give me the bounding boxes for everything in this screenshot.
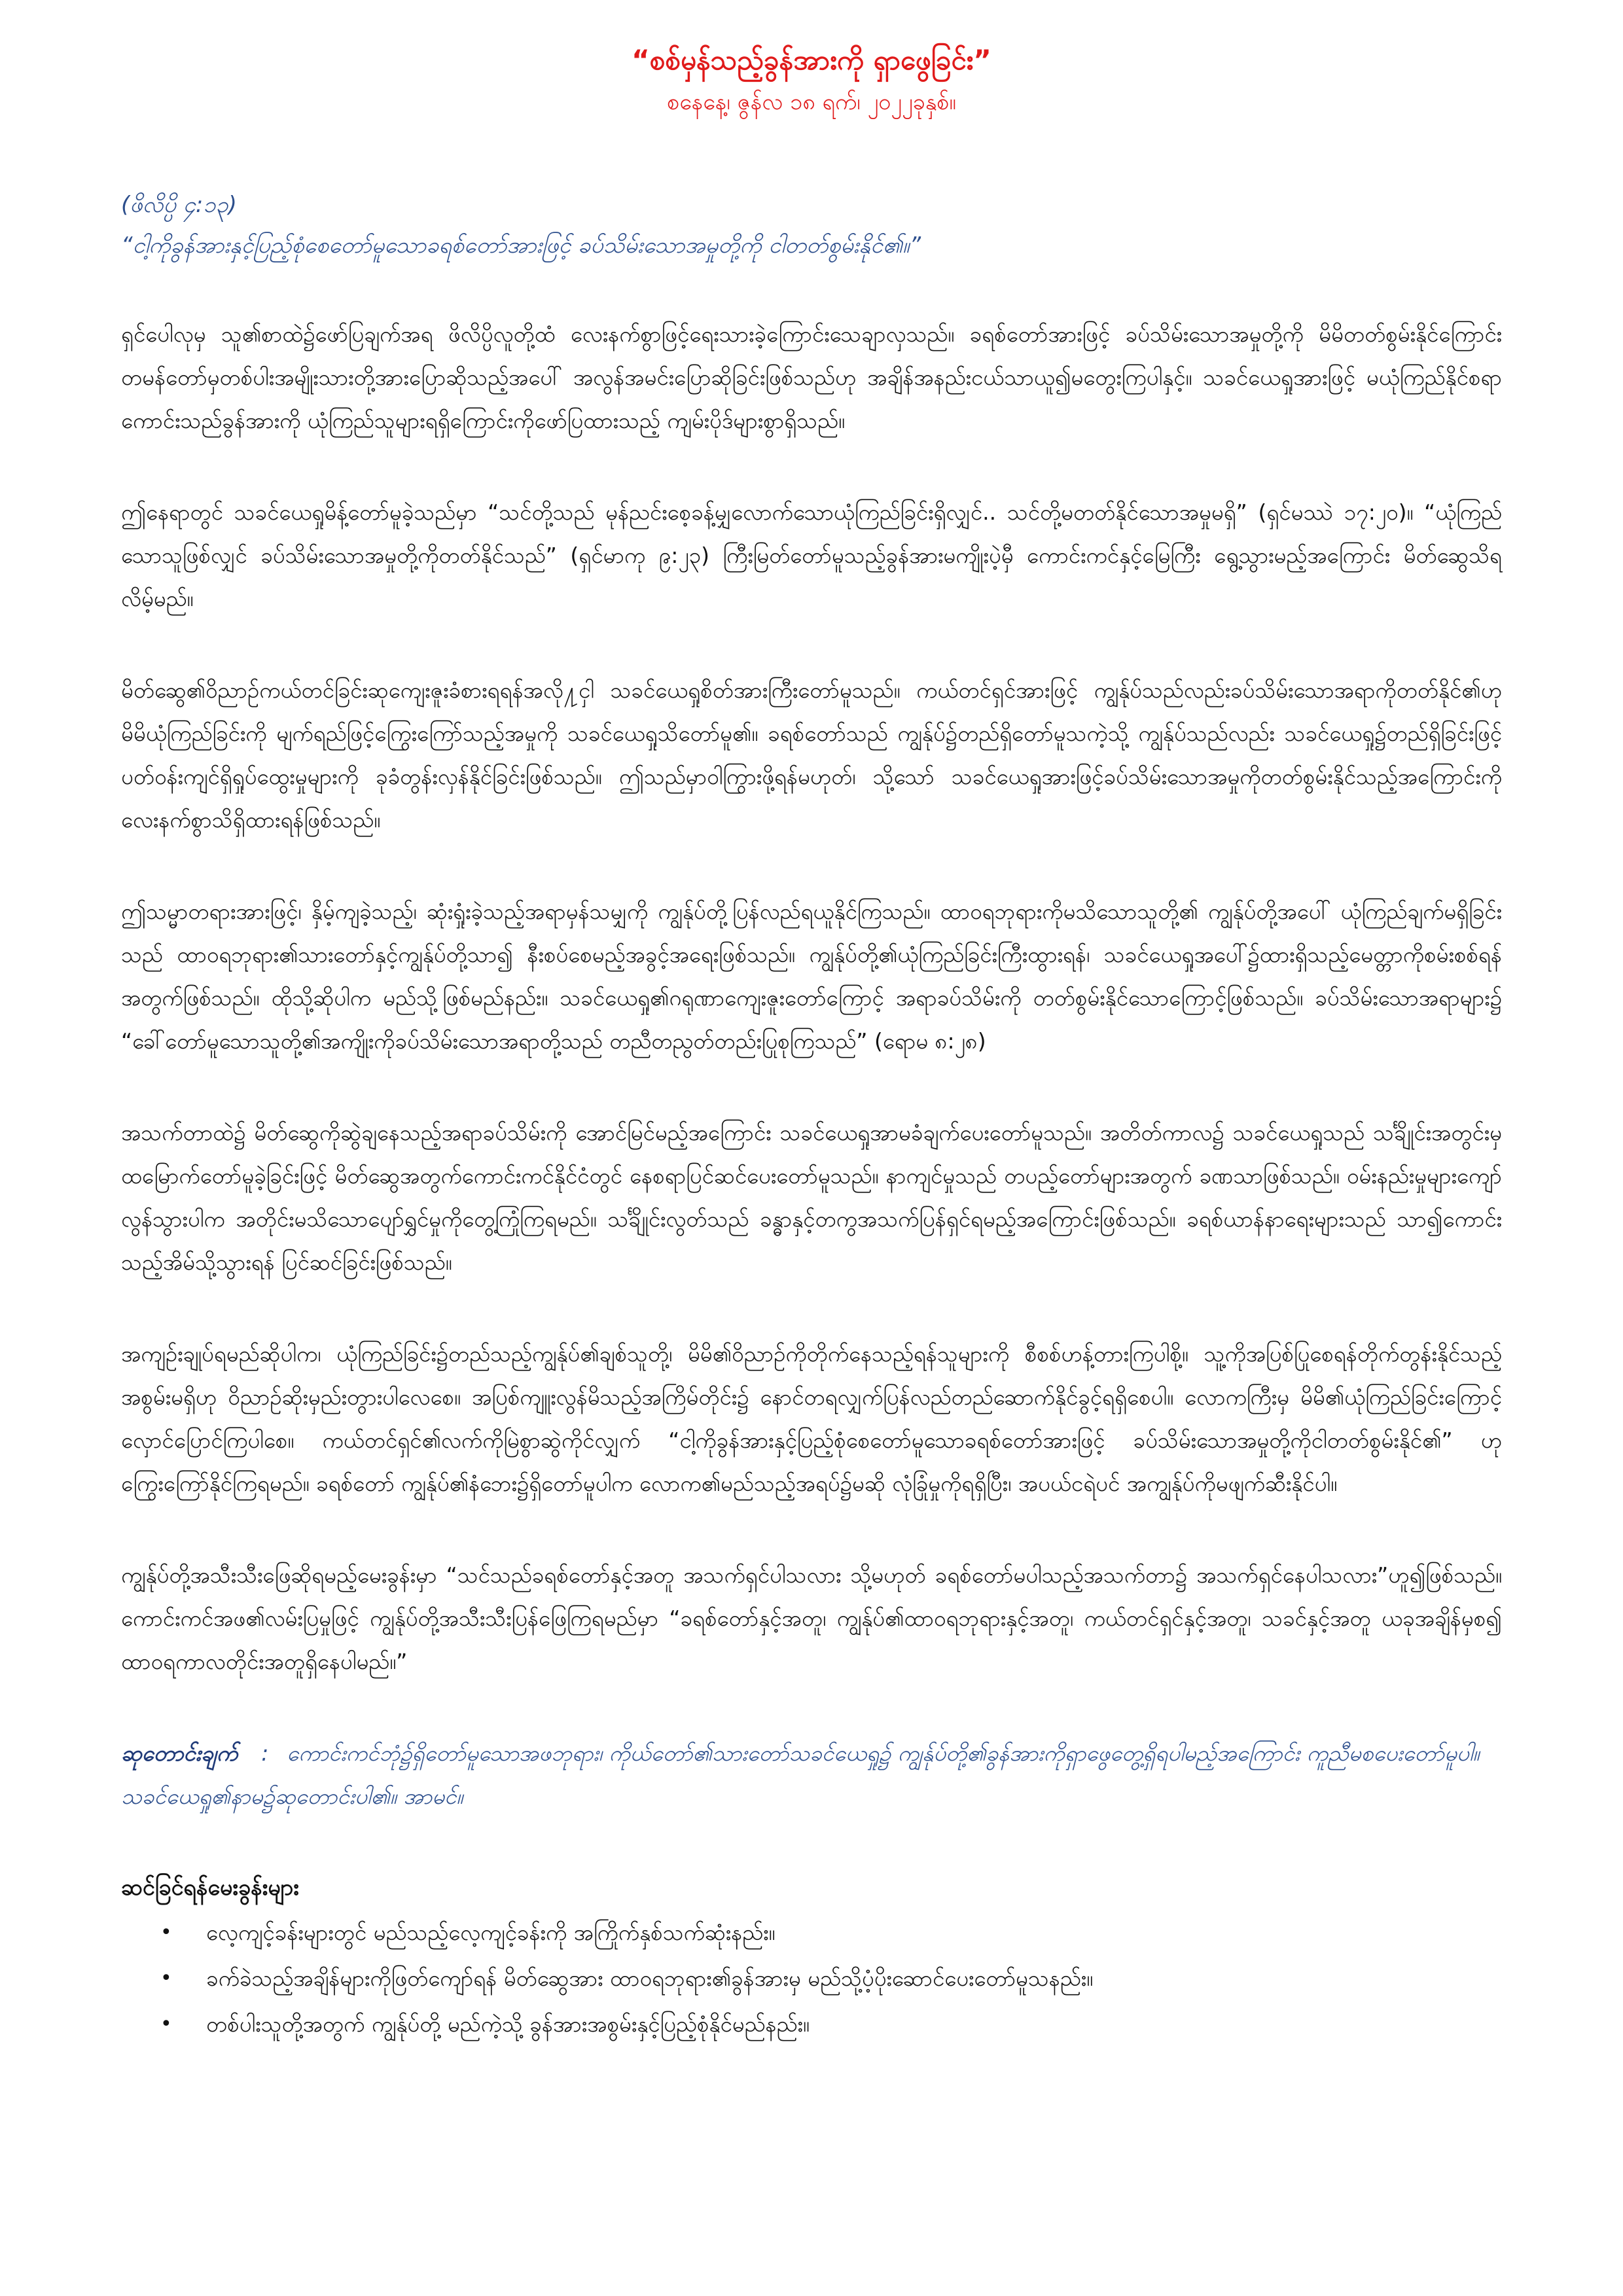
list-item <box>160 1910 1502 1956</box>
prayer-label: ဆုတောင်းချက် <box>121 1740 238 1766</box>
list-item <box>160 1956 1502 2001</box>
key-verse <box>121 185 1502 266</box>
question-text: လေ့ကျင့်ခန်းများတွင် မည်သည့်လေ့ကျင့်ခန်းကို အကြိုက်နှစ်သက်ဆုံးနည်း။ <box>206 1920 776 1945</box>
verse-text: “ငါ့ကိုခွန်အားနှင့်ပြည့်စုံစေတော်မူသောခရစ်တော်အားဖြင့် ခပ်သိမ်းသောအမှုတို့ကို ငါတတ်စွမ်းနိုင်၏။” <box>121 232 921 259</box>
questions-heading: ဆင်ခြင်ရန်မေးခွန်းများ <box>121 1874 299 1901</box>
body-paragraph-2: ဤနေရာတွင် သခင်ယေရှုမိန့်တော်မူခဲ့သည်မှာ “သင်တို့သည် မုန်ညင်းစေ့ခန့်မျှလောက်သောယုံကြည်ခြင်းရှိလျှင်.. သင်တို့မတတ်နိုင်သောအမှုမရှိ” (ရှင်မဿဲ ၁၇:၂၀)။ “ယုံကြည်သောသူဖြစ်လျှင် ခပ်သိမ်းသောအမှုတို့ကိုတတ်နိုင်သည်” (ရှင်မာကု ၉:၂၃) ကြီးမြတ်တော်မူသည့်ခွန်အားမကျိုးပဲ့မှီ ကောင်းကင်နှင့်မြေကြီး ရွေ့သွားမည့်အကြောင်း မိတ်ဆွေသိရလိမ့်မည်။ <box>121 499 1502 611</box>
list-item <box>160 2001 1502 2047</box>
reflection-questions <box>121 1867 1502 2047</box>
body-paragraph-1: ရှင်ပေါလုမှ သူ၏စာထဲ၌ဖော်ပြချက်အရ ဖိလိပ္ပိလူတို့ထံ လေးနက်စွာဖြင့်ရေးသားခဲ့ကြောင်းသေချာလှသည်။ ခရစ်တော်အားဖြင့် ခပ်သိမ်းသောအမှုတို့ကို မိမိတတ်စွမ်းနိုင်ကြောင်း တမန်တော်မှတစ်ပါးအမျိုးသားတို့အားပြောဆိုသည့်အပေါ် အလွန်အမင်းပြောဆိုခြင်းဖြစ်သည်ဟု အချိန်အနည်းငယ်သာယူ၍မတွေးကြပါနှင့်။ သခင်ယေရှုအားဖြင့် မယုံကြည်နိုင်စရာကောင်းသည်ခွန်အားကို ယုံကြည်သူများရရှိကြောင်းကိုဖော်ပြထားသည့် ကျမ်းပိုဒ်များစွာရှိသည်။ <box>121 321 1502 433</box>
body-paragraph-4: ဤသမ္မာတရားအားဖြင့်၊ နှိမ့်ကျခဲ့သည့်၊ ဆုံးရှုံးခဲ့သည့်အရာမှန်သမျှကို ကျွန်ုပ်တို့ပြန်လည်ရယူနိုင်ကြသည်။ ထာဝရဘုရားကိုမသိသောသူတို့၏ ကျွန်ုပ်တို့အပေါ် ယုံကြည်ချက်မရှိခြင်းသည် ထာဝရဘုရား၏သားတော်နှင့်ကျွန်ုပ်တို့သာ၍ နီးစပ်စေမည့်အခွင့်အရေးဖြစ်သည်။ ကျွန်ုပ်တို့၏ယုံကြည်ခြင်းကြီးထွားရန်၊ သခင်ယေရှုအပေါ်၌ထားရှိသည့်မေတ္တာကိုစမ်းစစ်ရန်အတွက်ဖြစ်သည်။ ထိုသို့ဆိုပါက မည်သို့ဖြစ်မည်နည်း။ သခင်ယေရှု၏ဂရုဏာကျေးဇူးတော်ကြောင့် အရာခပ်သိမ်းကို တတ်စွမ်းနိုင်သောကြောင့်ဖြစ်သည်။ ခပ်သိမ်းသောအရာများ၌ “ခေါ်တော်မူသောသူတို့၏အကျိုးကိုခပ်သိမ်းသောအရာတို့သည် တညီတညွတ်တည်းပြုစုကြသည်” (ရောမ ၈:၂၈) <box>121 899 1502 1054</box>
body-paragraph-7: ကျွန်ုပ်တို့အသီးသီးဖြေဆိုရမည့်မေးခွန်းမှာ “သင်သည်ခရစ်တော်နှင့်အတူ အသက်ရှင်ပါသလား သို့မဟုတ် ခရစ်တော်မပါသည့်အသက်တာ၌ အသက်ရှင်နေပါသလား”ဟူ၍ဖြစ်သည်။ ကောင်းကင်အဖ၏လမ်းပြမှုဖြင့် ကျွန်ုပ်တို့အသီးသီးပြန်ဖြေကြရမည်မှာ “ခရစ်တော်နှင့်အတူ၊ ကျွန်ုပ်၏ထာဝရဘုရားနှင့်အတူ၊ ကယ်တင်ရှင်နှင့်အတူ၊ သခင်နှင့်အတူ ယခုအချိန်မှစ၍ ထာဝရကာလတိုင်းအတူရှိနေပါမည်။” <box>121 1562 1502 1674</box>
body-paragraph-6: အကျဉ်းချုပ်ရမည်ဆိုပါက၊ ယုံကြည်ခြင်း၌တည်သည့်ကျွန်ုပ်၏ချစ်သူတို့၊ မိမိ၏ဝိညာဉ်ကိုတိုက်နေသည့်ရန်သူများကို စီစစ်ဟန့်တားကြပါစို့။ သူ့ကိုအပြစ်ပြုစေရန်တိုက်တွန်းနိုင်သည့်အစွမ်းမရှိဟု ဝိညာဉ်ဆိုးမှည်းတွားပါလေစေ။ အပြစ်ကျူးလွန်မိသည့်အကြိမ်တိုင်း၌ နောင်တရလျှက်ပြန်လည်တည်ဆောက်နိုင်ခွင့်ရရှိစေပါ။ လောကကြီးမှ မိမိ၏ယုံကြည်ခြင်းကြောင့် လှောင်ပြောင်ကြပါစေ။ ကယ်တင်ရှင်၏လက်ကိုမြဲစွာဆွဲကိုင်လျှက် “ငါ့ကိုခွန်အားနှင့်ပြည့်စုံစေတော်မူသောခရစ်တော်အားဖြင့် ခပ်သိမ်းသောအမှုတို့ကိုငါတတ်စွမ်းနိုင်၏” ဟုကြွေးကြော်နိုင်ကြရမည်။ ခရစ်တော် ကျွန်ုပ်၏နံဘေး၌ရှိတော်မူပါက လောက၏မည်သည့်အရပ်၌မဆို လုံခြုံမှုကိုရရှိပြီး၊ အပယ်ငရဲပင် အကျွန်ုပ်ကိုမဖျက်ဆီးနိုင်ပါ။ <box>121 1341 1502 1496</box>
bullet-icon: • <box>160 1967 172 1990</box>
document-date: စနေနေ့၊ ဇွန်လ ၁၈ ရက်၊ ၂၀၂၂ခုနှစ်။ <box>667 89 956 115</box>
prayer-text: ကောင်းကင်ဘုံ၌ရှိတော်မူသောအဖဘုရား၊ ကိုယ်တော်၏သားတော်သခင်ယေရှု၌ ကျွန်ုပ်တို့၏ခွန်အားကိုရှာဖွေတွေ့ရှိရပါမည့်အကြောင်း ကူညီမစပေးတော်မူပါ။ သခင်ယေရှု၏နာမ၌ဆုတောင်းပါ၏။ အာမင်။ <box>121 1740 1480 1809</box>
bullet-icon: • <box>160 1921 172 1944</box>
body-paragraph-3: မိတ်ဆွေ၏ဝိညာဉ်ကယ်တင်ခြင်းဆုကျေးဇူးခံစားရရန်အလို႔ငှါ သခင်ယေရှုစိတ်အားကြီးတော်မူသည်။ ကယ်တင်ရှင်အားဖြင့် ကျွန်ုပ်သည်လည်းခပ်သိမ်းသောအရာကိုတတ်နိုင်၏ဟု မိမိယုံကြည်ခြင်းကို မျက်ရည်ဖြင့်ကြွေးကြော်သည့်အမှုကို သခင်ယေရှုသိတော်မူ၏။ ခရစ်တော်သည် ကျွန်ုပ်၌တည်ရှိတော်မူသကဲ့သို့ ကျွန်ုပ်သည်လည်း သခင်ယေရှု၌တည်ရှိခြင်းဖြင့် ပတ်ဝန်းကျင်ရှိရှုပ်ထွေးမှုများကို ခုခံတွန်းလှန်နိုင်ခြင်းဖြစ်သည်။ ဤသည်မှာဝါကြွားဖို့ရန်မဟုတ်၊ သို့သော် သခင်ယေရှုအားဖြင့်ခပ်သိမ်းသောအမှုကိုတတ်စွမ်းနိုင်သည့်အကြောင်းကို လေးနက်စွာသိရှိထားရန်ဖြစ်သည်။ <box>121 677 1502 833</box>
document-title: “စစ်မှန်သည့်ခွန်အားကို ရှာဖွေခြင်း” <box>632 44 991 76</box>
bullet-icon: • <box>160 2013 172 2036</box>
question-text: ခက်ခဲသည့်အချိန်များကိုဖြတ်ကျော်ရန် မိတ်ဆွေအား ထာဝရဘုရား၏ခွန်အားမှ မည်သို့ပံ့ပိုးဆောင်ပေးတော်မူသနည်း။ <box>206 1965 1094 1991</box>
prayer-separator: : <box>261 1740 269 1766</box>
verse-reference: (ဖိလိပ္ပိ ၄:၁၃) <box>121 192 237 218</box>
prayer-section <box>121 1732 1502 1818</box>
questions-list <box>121 1910 1502 2047</box>
body-paragraph-5: အသက်တာထဲ၌ မိတ်ဆွေကိုဆွဲချနေသည့်အရာခပ်သိမ်းကို အောင်မြင်မည့်အကြောင်း သခင်ယေရှုအာမခံချက်ပေးတော်မူသည်။ အတိတ်ကာလ၌ သခင်ယေရှုသည် သင်္ချိုင်းအတွင်းမှထမြောက်တော်မူခဲ့ခြင်းဖြင့် မိတ်ဆွေအတွက်ကောင်းကင်နိုင်ငံတွင် နေစရာပြင်ဆင်ပေးတော်မူသည်။ နာကျင်မှုသည် တပည့်တော်များအတွက် ခဏသာဖြစ်သည်။ ဝမ်းနည်းမှုများကျော်လွန်သွားပါက အတိုင်းမသိသောပျော်ရွှင်မှုကိုတွေ့ကြုံကြရမည်။ သင်္ချိုင်းလွတ်သည် ခန္ဓာနှင့်တကွအသက်ပြန်ရှင်ရမည့်အကြောင်းဖြစ်သည်။ ခရစ်ယာန်နာရေးများသည် သာ၍ကောင်းသည့်အိမ်သို့သွားရန် ပြင်ဆင်ခြင်းဖြစ်သည်။ <box>121 1120 1502 1275</box>
question-text: တစ်ပါးသူတို့အတွက် ကျွန်ုပ်တို့ မည်ကဲ့သို့ ခွန်အားအစွမ်းနှင့်ပြည့်စုံနိုင်မည်နည်း။ <box>206 2011 810 2037</box>
